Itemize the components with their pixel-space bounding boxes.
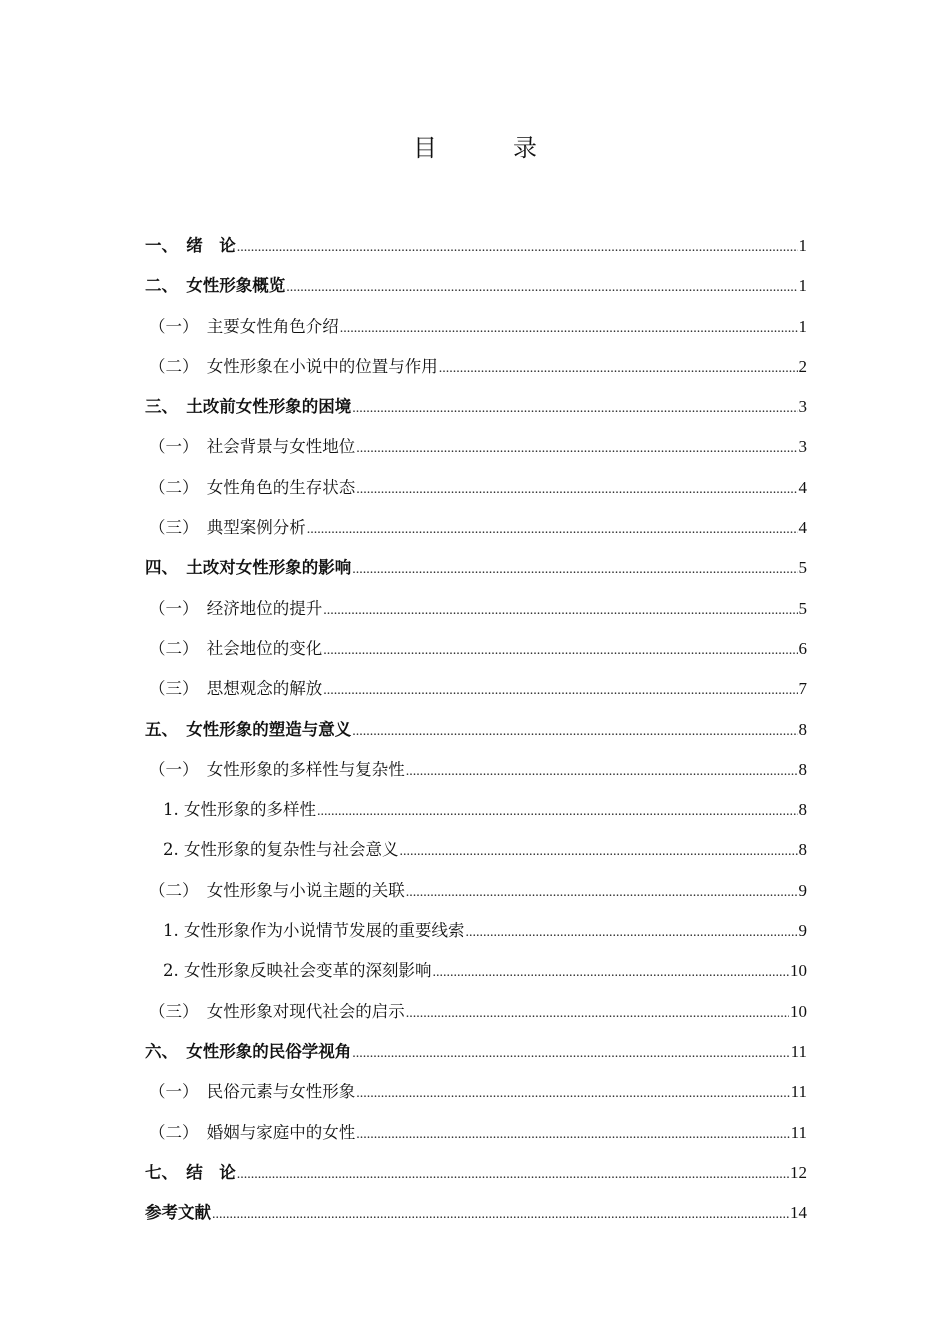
dot-leader bbox=[406, 873, 798, 913]
toc-entry-label: 思想观念的解放 bbox=[206, 679, 323, 699]
toc-entry-number: （一） bbox=[149, 759, 207, 779]
dot-leader bbox=[356, 1115, 789, 1155]
toc-entry-label: 婚姻与家庭中的女性 bbox=[206, 1122, 356, 1142]
toc-entry-page: 1 bbox=[798, 276, 807, 296]
dot-leader bbox=[400, 832, 798, 872]
dot-leader bbox=[212, 1195, 789, 1235]
toc-entry-number: （一） bbox=[149, 437, 207, 457]
toc-entry-page: 3 bbox=[798, 397, 807, 417]
toc-entry-number: （三） bbox=[149, 679, 207, 699]
toc-entry-label: 女性形象概览 bbox=[186, 276, 286, 296]
toc-entry[interactable] bbox=[145, 427, 807, 467]
toc-entry-label: 女性形象作为小说情节发展的重要线索 bbox=[184, 921, 465, 941]
toc-entry-number: （二） bbox=[149, 638, 207, 658]
toc-entry[interactable] bbox=[145, 266, 807, 306]
toc-entry[interactable] bbox=[145, 548, 807, 588]
toc-entry[interactable] bbox=[145, 1072, 807, 1112]
toc-entry-number: 1. bbox=[163, 921, 184, 941]
dot-leader bbox=[406, 994, 789, 1034]
toc-entry-number: 二、 bbox=[145, 276, 187, 296]
toc-entry-page: 8 bbox=[798, 759, 807, 779]
toc-entry-page: 9 bbox=[798, 880, 807, 900]
toc-entry[interactable] bbox=[145, 911, 807, 951]
dot-leader bbox=[356, 429, 797, 469]
dot-leader bbox=[466, 913, 798, 953]
toc-entry-label: 女性形象对现代社会的启示 bbox=[206, 1001, 405, 1021]
toc-entry-page: 11 bbox=[790, 1041, 807, 1061]
toc-entry[interactable] bbox=[145, 871, 807, 911]
dot-leader bbox=[356, 1074, 789, 1114]
toc-entry-page: 10 bbox=[790, 1001, 807, 1021]
toc-entry-page: 5 bbox=[798, 558, 807, 578]
toc-entry-label: 参考文献 bbox=[145, 1203, 211, 1223]
toc-entry-page: 9 bbox=[798, 921, 807, 941]
toc-entry-label: 女性形象反映社会变革的深刻影响 bbox=[184, 961, 432, 981]
toc-entry[interactable] bbox=[145, 468, 807, 508]
dot-leader bbox=[340, 309, 798, 349]
toc-entry-label: 女性形象的多样性 bbox=[184, 800, 316, 820]
toc-entry-label: 土改前女性形象的困境 bbox=[186, 397, 352, 417]
toc-entry[interactable] bbox=[145, 790, 807, 830]
dot-leader bbox=[433, 953, 790, 993]
toc-entry[interactable] bbox=[145, 992, 807, 1032]
dot-leader bbox=[356, 470, 797, 510]
toc-entry[interactable] bbox=[145, 669, 807, 709]
toc-entry-label: 女性形象的塑造与意义 bbox=[186, 719, 352, 739]
toc-entry-page: 12 bbox=[790, 1162, 807, 1182]
dot-leader bbox=[406, 752, 798, 792]
toc-entry-number: 七、 bbox=[145, 1162, 187, 1182]
toc-entry-number: 1. bbox=[163, 800, 184, 820]
toc-entry-number: 一、 bbox=[145, 236, 187, 255]
dot-leader bbox=[323, 591, 797, 631]
toc-entry[interactable] bbox=[145, 387, 807, 427]
dot-leader bbox=[323, 671, 797, 711]
toc-entry[interactable] bbox=[145, 951, 807, 991]
toc-entry-number: （二） bbox=[149, 880, 207, 900]
toc-entry-label: 典型案例分析 bbox=[206, 518, 306, 538]
toc-entry-label: 主要女性角色介绍 bbox=[206, 316, 339, 336]
toc-entry[interactable] bbox=[145, 1113, 807, 1153]
toc-entry-page: 8 bbox=[798, 840, 807, 860]
toc-entry-number: （一） bbox=[149, 1082, 207, 1102]
toc-entry[interactable] bbox=[145, 1193, 807, 1233]
toc-entry-page: 2 bbox=[798, 356, 807, 376]
toc-entry-label: 社会背景与女性地位 bbox=[206, 437, 356, 457]
toc-entry-label: 经济地位的提升 bbox=[206, 598, 323, 618]
toc-entry-number: 五、 bbox=[145, 719, 187, 739]
dot-leader bbox=[352, 550, 797, 590]
toc-entry-page: 8 bbox=[798, 719, 807, 739]
dot-leader bbox=[352, 1034, 789, 1074]
toc-entry-number: （二） bbox=[149, 477, 207, 497]
toc-entry-number: （一） bbox=[149, 598, 207, 618]
dot-leader bbox=[323, 631, 797, 671]
toc-entry-page: 7 bbox=[798, 679, 807, 699]
toc-entry-page: 11 bbox=[790, 1082, 807, 1102]
toc-entry-label: 土改对女性形象的影响 bbox=[186, 558, 352, 578]
toc-entry-page: 5 bbox=[798, 598, 807, 618]
toc-entry-page: 4 bbox=[798, 477, 807, 497]
toc-entry[interactable] bbox=[145, 226, 807, 266]
toc-entry-label: 民俗元素与女性形象 bbox=[206, 1082, 356, 1102]
toc-entry-number: 三、 bbox=[145, 397, 187, 417]
toc-entry-page: 8 bbox=[798, 800, 807, 820]
dot-leader bbox=[237, 228, 798, 268]
toc-entry-page: 14 bbox=[790, 1203, 807, 1223]
toc-entry-label: 女性形象的多样性与复杂性 bbox=[206, 759, 405, 779]
toc-entry-label: 女性形象在小说中的位置与作用 bbox=[206, 356, 438, 376]
dot-leader bbox=[352, 712, 797, 752]
toc-entry[interactable] bbox=[145, 1032, 807, 1072]
toc-entry-number: 六、 bbox=[145, 1041, 187, 1061]
toc-entry[interactable] bbox=[145, 710, 807, 750]
dot-leader bbox=[307, 510, 798, 550]
toc-entry-page: 1 bbox=[798, 236, 807, 255]
toc-entry-number: （二） bbox=[149, 356, 207, 376]
toc-entry[interactable] bbox=[145, 629, 807, 669]
dot-leader bbox=[317, 792, 798, 832]
toc-entry-label: 绪 论 bbox=[186, 236, 236, 255]
toc-entry[interactable] bbox=[145, 1153, 807, 1193]
toc-entry-number: （三） bbox=[149, 518, 207, 538]
toc-entry-label: 女性形象与小说主题的关联 bbox=[206, 880, 405, 900]
toc-title: 目 录 bbox=[413, 134, 563, 162]
dot-leader bbox=[237, 1155, 789, 1195]
toc-entry-page: 1 bbox=[798, 316, 807, 336]
toc-entry-number: （二） bbox=[149, 1122, 207, 1142]
toc-entry[interactable] bbox=[145, 508, 807, 548]
toc-entry-page: 10 bbox=[790, 961, 807, 981]
toc-entry-label: 女性形象的复杂性与社会意义 bbox=[184, 840, 399, 860]
toc-entry[interactable] bbox=[145, 830, 807, 870]
toc-entry-label: 社会地位的变化 bbox=[206, 638, 323, 658]
toc-entry[interactable] bbox=[145, 347, 807, 387]
toc-entry-page: 3 bbox=[798, 437, 807, 457]
table-of-contents bbox=[145, 226, 807, 1233]
dot-leader bbox=[352, 389, 797, 429]
toc-entry[interactable] bbox=[145, 750, 807, 790]
toc-entry-label: 女性角色的生存状态 bbox=[206, 477, 356, 497]
toc-entry-page: 4 bbox=[798, 518, 807, 538]
toc-entry[interactable] bbox=[145, 589, 807, 629]
toc-entry[interactable] bbox=[145, 307, 807, 347]
toc-entry-number: （三） bbox=[149, 1001, 207, 1021]
toc-entry-number: 2. bbox=[163, 961, 184, 981]
toc-entry-number: 四、 bbox=[145, 558, 187, 578]
dot-leader bbox=[286, 268, 797, 308]
toc-entry-page: 6 bbox=[798, 638, 807, 658]
toc-entry-page: 11 bbox=[790, 1122, 807, 1142]
toc-entry-number: （一） bbox=[149, 316, 207, 336]
toc-entry-number: 2. bbox=[163, 840, 184, 860]
dot-leader bbox=[439, 349, 798, 389]
toc-entry-label: 女性形象的民俗学视角 bbox=[186, 1041, 352, 1061]
toc-entry-label: 结 论 bbox=[186, 1162, 236, 1182]
